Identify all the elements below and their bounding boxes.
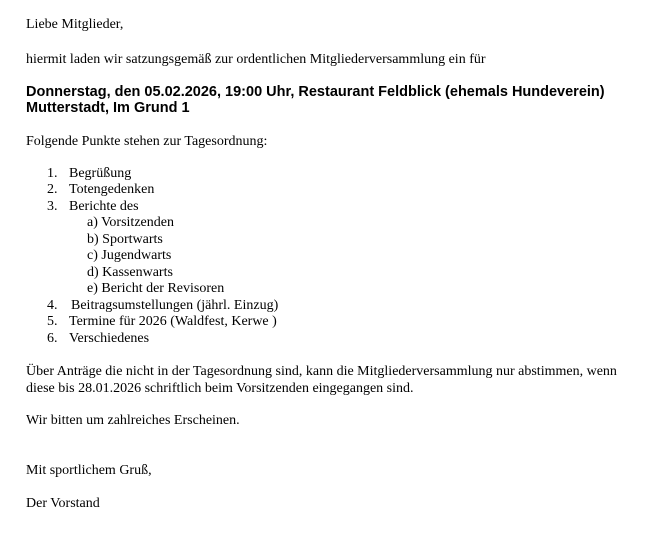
report-item: a) Vorsitzenden [87, 215, 174, 230]
agenda-number: 2. [47, 182, 58, 197]
agenda-number: 1. [47, 166, 58, 181]
agenda-number: 6. [47, 331, 58, 346]
signature: Der Vorstand [26, 496, 100, 511]
report-item: d) Kassenwarts [87, 265, 173, 280]
closing-phrase: Mit sportlichem Gruß, [26, 463, 152, 478]
agenda-item-fees: Beitragsumstellungen (jährl. Einzug) [71, 298, 279, 313]
event-details-line-2: Mutterstadt, Im Grund 1 [26, 100, 190, 116]
agenda-number: 4. [47, 298, 58, 313]
agenda-item-commemoration: Totengedenken [69, 182, 155, 197]
report-item: c) Jugendwarts [87, 248, 172, 263]
agenda-item-greeting: Begrüßung [69, 166, 132, 181]
agenda-item-reports: Berichte des [69, 199, 139, 214]
agenda-item-misc: Verschiedenes [69, 331, 150, 346]
greeting: Liebe Mitglieder, [26, 17, 124, 32]
agenda-number: 5. [47, 314, 58, 329]
agenda-number: 3. [47, 199, 58, 214]
report-item: b) Sportwarts [87, 232, 163, 247]
motions-paragraph: Über Anträge die nicht in der Tagesordnung sind, kann die Mitgliederversammlung nur abstimmen, wenn diese bis 28.01.2026 schriftlich beim Vorsitzenden eingegangen sind. [26, 364, 617, 396]
event-details-line-1: Donnerstag, den 05.02.2026, 19:00 Uhr, Restaurant Feldblick (ehemals Hundeverein) [26, 84, 605, 100]
agenda-intro: Folgende Punkte stehen zur Tagesordnung: [26, 134, 268, 149]
report-item: e) Bericht der Revisoren [87, 281, 225, 296]
intro-text: hiermit laden wir satzungsgemäß zur ordentlichen Mitgliederversammlung ein für [26, 52, 486, 67]
agenda-item-dates: Termine für 2026 (Waldfest, Kerwe ) [69, 314, 277, 329]
appeal-text: Wir bitten um zahlreiches Erscheinen. [26, 413, 240, 428]
